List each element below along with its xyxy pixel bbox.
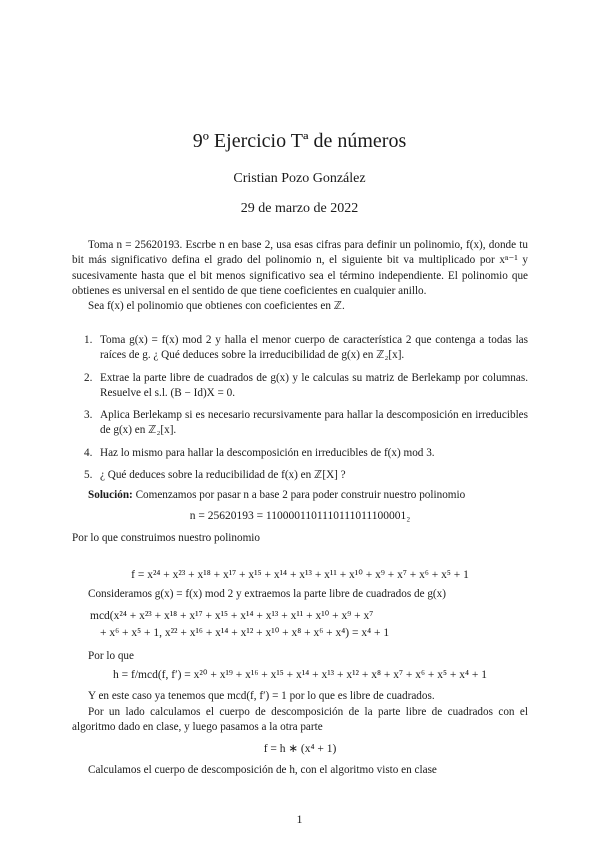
intro-paragraph-2: Sea f(x) el polinomio que obtienes con coeficientes en ℤ. — [88, 300, 345, 313]
intro-section — [72, 238, 528, 314]
list-number: 3. — [84, 409, 93, 422]
task-list — [72, 333, 528, 490]
text-line: Consideramos g(x) = f(x) mod 2 y extraemos la parte libre de cuadrados de g(x) — [88, 588, 446, 600]
text-line: Y en este caso ya tenemos que mcd(f, f′) = 1 por lo que es libre de cuadrados. — [88, 690, 435, 702]
text-line: Calculamos el cuerpo de descomposición de h, con el algoritmo visto en clase — [88, 764, 437, 776]
list-item — [72, 468, 528, 483]
list-text: ¿ Qué deduces sobre la reducibilidad de f(x) en ℤ[X] ? — [100, 469, 346, 482]
list-text: Haz lo mismo para hallar la descomposición en irreducibles de f(x) mod 3. — [100, 446, 435, 459]
list-text: Toma g(x) = f(x) mod 2 y halla el menor cuerpo de característica 2 que contenga a todas las raíces de g. ¿ Qué deduces sobre la irreducibilidad de g(x) en ℤ₂[x]. — [100, 334, 528, 362]
page-title: 9º Ejercicio Tª de números — [192, 130, 407, 152]
text-line: Por lo que construimos nuestro polinomio — [72, 532, 261, 544]
list-text: Extrae la parte libre de cuadrados de g(x) y le calculas su matriz de Berlekamp por columnas. Resuelve el s.l. (B − Id)X = 0. — [100, 371, 528, 399]
text-line: Por lo que — [88, 650, 134, 662]
equation-h: h = f/mcd(f, f′) = x²⁰ + x¹⁹ + x¹⁶ + x¹⁵ + x¹⁴ + x¹³ + x¹² + x⁸ + x⁷ + x⁶ + x⁵ + x⁴ + 1 — [113, 669, 487, 681]
list-item — [72, 371, 528, 402]
author: Cristian Pozo González — [233, 171, 366, 186]
equation-mcd-line1: mcd(x²⁴ + x²³ + x¹⁸ + x¹⁷ + x¹⁵ + x¹⁴ + x¹³ + x¹¹ + x¹⁰ + x⁹ + x⁷ — [90, 610, 374, 622]
equation-fh: f = h ∗ (x⁴ + 1) — [263, 743, 337, 755]
solution-line — [72, 488, 544, 503]
equation-mcd-line2: + x⁶ + x⁵ + 1, x²² + x¹⁶ + x¹⁴ + x¹² + x¹⁰ + x⁸ + x⁶ + x⁴) = x⁴ + 1 — [100, 627, 390, 639]
list-text: Aplica Berlekamp si es necesario recursivamente para hallar la descomposición en irreducibles de g(x) en ℤ₂[x]. — [100, 409, 528, 437]
list-number: 2. — [84, 371, 93, 384]
list-item — [72, 408, 528, 439]
equation-n: n = 25620193 = 1100001101110111011100001₂ — [189, 510, 411, 522]
text-paragraph — [72, 705, 528, 736]
list-number: 5. — [84, 469, 93, 482]
intro-paragraph: Toma n = 25620193. Escrbe n en base 2, usa esas cifras para definir un polinomio, f(x), donde tu bit más significativo defina el grado del polinomio n, el siguiente bit va multiplicado por xⁿ⁻¹ y sucesivamente hasta que el bit menos significativo sea el término independiente. El polinomio que obtienes es universal en el sentido de que tiene coeficientes en cualquier anillo. — [72, 239, 528, 297]
list-item — [72, 446, 528, 461]
solution-text: Comenzamos por pasar n a base 2 para poder construir nuestro polinomio — [135, 489, 466, 501]
list-number: 1. — [84, 334, 93, 346]
list-number: 4. — [84, 446, 93, 459]
page-number: 1 — [296, 812, 303, 826]
date: 29 de marzo de 2022 — [240, 201, 359, 216]
text-paragraph-content: Por un lado calculamos el cuerpo de descomposición de la parte libre de cuadrados con el algoritmo dado en clase, y luego pasamos a la otra parte — [72, 706, 528, 734]
list-item — [72, 333, 528, 364]
equation-f: f = x²⁴ + x²³ + x¹⁸ + x¹⁷ + x¹⁵ + x¹⁴ + x¹³ + x¹¹ + x¹⁰ + x⁹ + x⁷ + x⁶ + x⁵ + 1 — [131, 569, 469, 581]
solution-label: Solución: — [88, 489, 133, 501]
